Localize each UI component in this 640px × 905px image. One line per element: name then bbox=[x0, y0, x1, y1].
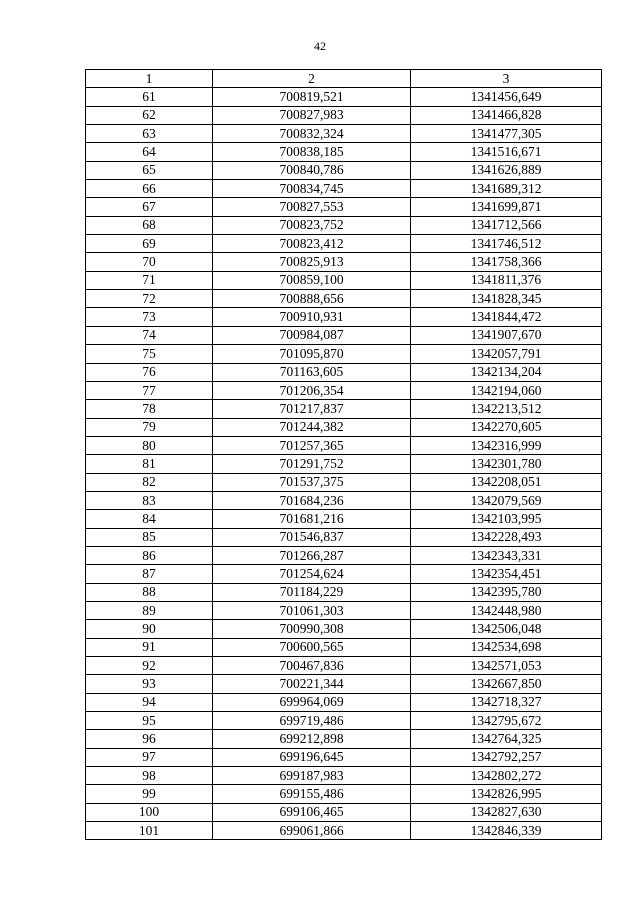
cell-y-coordinate: 1342354,451 bbox=[411, 565, 602, 583]
coordinates-table bbox=[85, 69, 602, 840]
cell-point-number: 84 bbox=[86, 510, 213, 528]
table-row bbox=[86, 88, 602, 106]
table-row bbox=[86, 638, 602, 656]
cell-y-coordinate: 1342764,325 bbox=[411, 730, 602, 748]
cell-point-number: 82 bbox=[86, 473, 213, 491]
cell-point-number: 100 bbox=[86, 803, 213, 821]
cell-point-number: 72 bbox=[86, 290, 213, 308]
table-row bbox=[86, 271, 602, 289]
table-row bbox=[86, 693, 602, 711]
cell-x-coordinate: 700910,931 bbox=[213, 308, 411, 326]
table-header-row bbox=[86, 70, 602, 88]
table-row bbox=[86, 712, 602, 730]
table-row bbox=[86, 418, 602, 436]
cell-x-coordinate: 701244,382 bbox=[213, 418, 411, 436]
cell-y-coordinate: 1341907,670 bbox=[411, 326, 602, 344]
cell-y-coordinate: 1342846,339 bbox=[411, 822, 602, 840]
cell-point-number: 85 bbox=[86, 528, 213, 546]
cell-point-number: 99 bbox=[86, 785, 213, 803]
table-row bbox=[86, 345, 602, 363]
cell-point-number: 76 bbox=[86, 363, 213, 381]
cell-y-coordinate: 1342134,204 bbox=[411, 363, 602, 381]
cell-x-coordinate: 701206,354 bbox=[213, 381, 411, 399]
cell-x-coordinate: 699061,866 bbox=[213, 822, 411, 840]
cell-point-number: 71 bbox=[86, 271, 213, 289]
cell-point-number: 67 bbox=[86, 198, 213, 216]
cell-point-number: 86 bbox=[86, 546, 213, 564]
table-row bbox=[86, 546, 602, 564]
cell-y-coordinate: 1341516,671 bbox=[411, 143, 602, 161]
cell-point-number: 77 bbox=[86, 381, 213, 399]
cell-x-coordinate: 700888,656 bbox=[213, 290, 411, 308]
table-row bbox=[86, 216, 602, 234]
cell-x-coordinate: 701291,752 bbox=[213, 455, 411, 473]
table-row bbox=[86, 803, 602, 821]
cell-point-number: 66 bbox=[86, 180, 213, 198]
table-row bbox=[86, 601, 602, 619]
column-header-y: 3 bbox=[411, 70, 602, 88]
cell-point-number: 95 bbox=[86, 712, 213, 730]
cell-y-coordinate: 1342270,605 bbox=[411, 418, 602, 436]
table-row bbox=[86, 620, 602, 638]
cell-y-coordinate: 1341689,312 bbox=[411, 180, 602, 198]
cell-point-number: 96 bbox=[86, 730, 213, 748]
cell-y-coordinate: 1341626,889 bbox=[411, 161, 602, 179]
table-row bbox=[86, 143, 602, 161]
cell-y-coordinate: 1342802,272 bbox=[411, 767, 602, 785]
column-header-number: 1 bbox=[86, 70, 213, 88]
cell-x-coordinate: 701537,375 bbox=[213, 473, 411, 491]
cell-x-coordinate: 699106,465 bbox=[213, 803, 411, 821]
cell-point-number: 61 bbox=[86, 88, 213, 106]
cell-y-coordinate: 1342103,995 bbox=[411, 510, 602, 528]
cell-x-coordinate: 701163,605 bbox=[213, 363, 411, 381]
table-row bbox=[86, 822, 602, 840]
cell-y-coordinate: 1342534,698 bbox=[411, 638, 602, 656]
cell-y-coordinate: 1341477,305 bbox=[411, 125, 602, 143]
cell-x-coordinate: 700600,565 bbox=[213, 638, 411, 656]
cell-y-coordinate: 1341456,649 bbox=[411, 88, 602, 106]
cell-y-coordinate: 1341466,828 bbox=[411, 106, 602, 124]
table-row bbox=[86, 290, 602, 308]
cell-point-number: 101 bbox=[86, 822, 213, 840]
table-row bbox=[86, 436, 602, 454]
cell-point-number: 78 bbox=[86, 400, 213, 418]
cell-x-coordinate: 701254,624 bbox=[213, 565, 411, 583]
cell-point-number: 73 bbox=[86, 308, 213, 326]
cell-point-number: 62 bbox=[86, 106, 213, 124]
cell-y-coordinate: 1342301,780 bbox=[411, 455, 602, 473]
cell-y-coordinate: 1342194,060 bbox=[411, 381, 602, 399]
cell-x-coordinate: 699719,486 bbox=[213, 712, 411, 730]
cell-y-coordinate: 1342395,780 bbox=[411, 583, 602, 601]
cell-point-number: 89 bbox=[86, 601, 213, 619]
cell-x-coordinate: 700823,412 bbox=[213, 235, 411, 253]
table-row bbox=[86, 748, 602, 766]
cell-point-number: 70 bbox=[86, 253, 213, 271]
cell-x-coordinate: 701184,229 bbox=[213, 583, 411, 601]
cell-point-number: 74 bbox=[86, 326, 213, 344]
cell-x-coordinate: 701684,236 bbox=[213, 491, 411, 509]
cell-x-coordinate: 699155,486 bbox=[213, 785, 411, 803]
cell-x-coordinate: 700819,521 bbox=[213, 88, 411, 106]
table-row bbox=[86, 455, 602, 473]
cell-y-coordinate: 1341699,871 bbox=[411, 198, 602, 216]
cell-point-number: 69 bbox=[86, 235, 213, 253]
table-row bbox=[86, 106, 602, 124]
cell-x-coordinate: 700990,308 bbox=[213, 620, 411, 638]
cell-y-coordinate: 1342316,999 bbox=[411, 436, 602, 454]
column-header-x: 2 bbox=[213, 70, 411, 88]
cell-y-coordinate: 1342795,672 bbox=[411, 712, 602, 730]
cell-y-coordinate: 1342208,051 bbox=[411, 473, 602, 491]
cell-point-number: 92 bbox=[86, 657, 213, 675]
cell-x-coordinate: 700825,913 bbox=[213, 253, 411, 271]
cell-x-coordinate: 700984,087 bbox=[213, 326, 411, 344]
table-row bbox=[86, 363, 602, 381]
cell-point-number: 91 bbox=[86, 638, 213, 656]
table-row bbox=[86, 583, 602, 601]
cell-point-number: 80 bbox=[86, 436, 213, 454]
table-row bbox=[86, 308, 602, 326]
cell-x-coordinate: 700840,786 bbox=[213, 161, 411, 179]
cell-point-number: 79 bbox=[86, 418, 213, 436]
table-row bbox=[86, 528, 602, 546]
table-row bbox=[86, 491, 602, 509]
cell-x-coordinate: 701095,870 bbox=[213, 345, 411, 363]
table-row bbox=[86, 510, 602, 528]
table-row bbox=[86, 657, 602, 675]
cell-point-number: 81 bbox=[86, 455, 213, 473]
table-row bbox=[86, 675, 602, 693]
cell-y-coordinate: 1342826,995 bbox=[411, 785, 602, 803]
cell-point-number: 65 bbox=[86, 161, 213, 179]
table-row bbox=[86, 785, 602, 803]
cell-y-coordinate: 1342343,331 bbox=[411, 546, 602, 564]
table-row bbox=[86, 198, 602, 216]
table-row bbox=[86, 125, 602, 143]
cell-x-coordinate: 701257,365 bbox=[213, 436, 411, 454]
cell-point-number: 83 bbox=[86, 491, 213, 509]
cell-x-coordinate: 700827,553 bbox=[213, 198, 411, 216]
cell-y-coordinate: 1341811,376 bbox=[411, 271, 602, 289]
table-row bbox=[86, 381, 602, 399]
table-row bbox=[86, 767, 602, 785]
cell-y-coordinate: 1342667,850 bbox=[411, 675, 602, 693]
cell-point-number: 98 bbox=[86, 767, 213, 785]
cell-x-coordinate: 701266,287 bbox=[213, 546, 411, 564]
cell-x-coordinate: 701217,837 bbox=[213, 400, 411, 418]
table-body bbox=[86, 88, 602, 840]
cell-y-coordinate: 1341844,472 bbox=[411, 308, 602, 326]
cell-x-coordinate: 699964,069 bbox=[213, 693, 411, 711]
cell-point-number: 93 bbox=[86, 675, 213, 693]
cell-x-coordinate: 699212,898 bbox=[213, 730, 411, 748]
cell-y-coordinate: 1341712,566 bbox=[411, 216, 602, 234]
cell-x-coordinate: 700834,745 bbox=[213, 180, 411, 198]
cell-point-number: 64 bbox=[86, 143, 213, 161]
cell-x-coordinate: 701061,303 bbox=[213, 601, 411, 619]
cell-x-coordinate: 700221,344 bbox=[213, 675, 411, 693]
cell-x-coordinate: 700838,185 bbox=[213, 143, 411, 161]
cell-y-coordinate: 1342057,791 bbox=[411, 345, 602, 363]
cell-y-coordinate: 1342079,569 bbox=[411, 491, 602, 509]
cell-point-number: 68 bbox=[86, 216, 213, 234]
cell-y-coordinate: 1342228,493 bbox=[411, 528, 602, 546]
table-row bbox=[86, 565, 602, 583]
table-row bbox=[86, 235, 602, 253]
table-row bbox=[86, 180, 602, 198]
cell-x-coordinate: 699196,645 bbox=[213, 748, 411, 766]
cell-x-coordinate: 700832,324 bbox=[213, 125, 411, 143]
cell-x-coordinate: 701681,216 bbox=[213, 510, 411, 528]
cell-point-number: 88 bbox=[86, 583, 213, 601]
cell-point-number: 87 bbox=[86, 565, 213, 583]
cell-y-coordinate: 1342718,327 bbox=[411, 693, 602, 711]
cell-y-coordinate: 1341746,512 bbox=[411, 235, 602, 253]
cell-y-coordinate: 1342213,512 bbox=[411, 400, 602, 418]
page-number: 42 bbox=[314, 39, 326, 53]
cell-y-coordinate: 1341758,366 bbox=[411, 253, 602, 271]
table-row bbox=[86, 400, 602, 418]
cell-y-coordinate: 1342448,980 bbox=[411, 601, 602, 619]
cell-point-number: 75 bbox=[86, 345, 213, 363]
cell-x-coordinate: 699187,983 bbox=[213, 767, 411, 785]
cell-point-number: 90 bbox=[86, 620, 213, 638]
cell-y-coordinate: 1342792,257 bbox=[411, 748, 602, 766]
cell-x-coordinate: 700827,983 bbox=[213, 106, 411, 124]
table-row bbox=[86, 730, 602, 748]
table-row bbox=[86, 253, 602, 271]
cell-point-number: 94 bbox=[86, 693, 213, 711]
cell-y-coordinate: 1342827,630 bbox=[411, 803, 602, 821]
cell-x-coordinate: 700859,100 bbox=[213, 271, 411, 289]
cell-y-coordinate: 1342571,053 bbox=[411, 657, 602, 675]
table-row bbox=[86, 161, 602, 179]
cell-point-number: 97 bbox=[86, 748, 213, 766]
cell-x-coordinate: 700823,752 bbox=[213, 216, 411, 234]
cell-x-coordinate: 700467,836 bbox=[213, 657, 411, 675]
cell-y-coordinate: 1341828,345 bbox=[411, 290, 602, 308]
cell-x-coordinate: 701546,837 bbox=[213, 528, 411, 546]
table-row bbox=[86, 326, 602, 344]
cell-point-number: 63 bbox=[86, 125, 213, 143]
cell-y-coordinate: 1342506,048 bbox=[411, 620, 602, 638]
table-row bbox=[86, 473, 602, 491]
